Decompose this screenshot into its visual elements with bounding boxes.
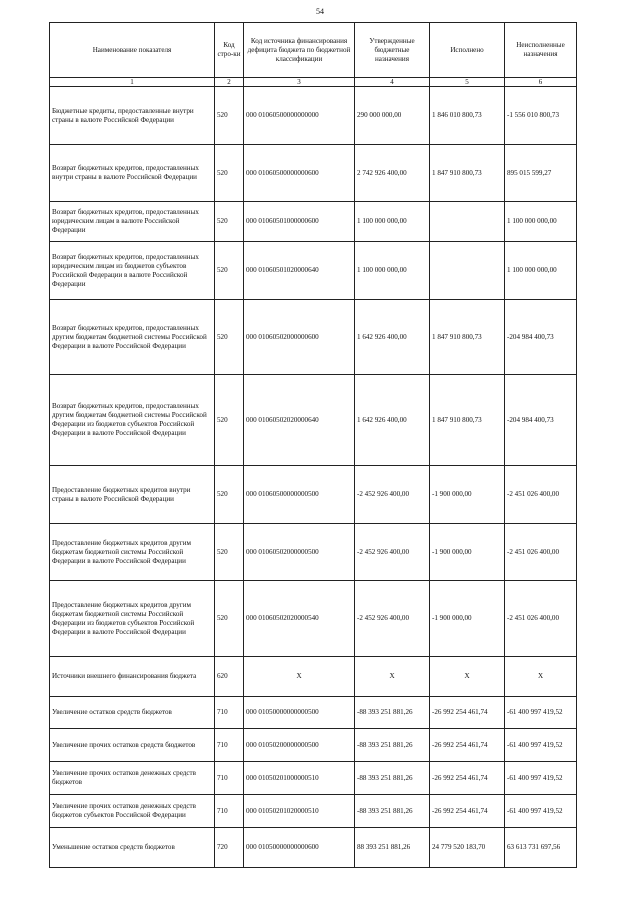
row-source-code: 000 01050200000000500 — [244, 729, 355, 762]
table-row — [50, 87, 577, 145]
row-name: Возврат бюджетных кредитов, предоставленных другим бюджетам бюджетной системы Российской Федерации в валюте Российской Федерации — [50, 300, 215, 375]
row-code: 520 — [215, 581, 244, 657]
column-number: 2 — [215, 78, 244, 87]
row-unexecuted: -61 400 997 419,52 — [505, 795, 577, 828]
row-approved: 1 100 000 000,00 — [355, 202, 430, 242]
page-number: 54 — [316, 7, 324, 16]
table-row — [50, 697, 577, 729]
row-source-code: 000 01060501020000640 — [244, 242, 355, 300]
row-approved: -2 452 926 400,00 — [355, 524, 430, 581]
row-code: 520 — [215, 300, 244, 375]
row-name: Увеличение прочих остатков средств бюджетов — [50, 729, 215, 762]
row-executed — [430, 242, 505, 300]
row-code: 520 — [215, 87, 244, 145]
row-unexecuted: -61 400 997 419,52 — [505, 729, 577, 762]
table-row — [50, 524, 577, 581]
row-code: 520 — [215, 524, 244, 581]
column-number: 1 — [50, 78, 215, 87]
row-code: 720 — [215, 828, 244, 868]
row-source-code: X — [244, 657, 355, 697]
table-row — [50, 375, 577, 466]
row-source-code: 000 01060501000000600 — [244, 202, 355, 242]
row-name: Возврат бюджетных кредитов, предоставленных юридическим лицам из бюджетов субъектов Российской Федерации в валюте Российской Федерации — [50, 242, 215, 300]
row-code: 620 — [215, 657, 244, 697]
row-name: Бюджетные кредиты, предоставленные внутри страны в валюте Российской Федерации — [50, 87, 215, 145]
column-number: 6 — [505, 78, 577, 87]
row-unexecuted: -1 556 010 800,73 — [505, 87, 577, 145]
row-source-code: 000 01060502000000600 — [244, 300, 355, 375]
column-number: 5 — [430, 78, 505, 87]
row-approved: 2 742 926 400,00 — [355, 145, 430, 202]
row-executed: X — [430, 657, 505, 697]
row-name: Увеличение прочих остатков денежных средств бюджетов субъектов Российской Федерации — [50, 795, 215, 828]
row-unexecuted: -61 400 997 419,52 — [505, 697, 577, 729]
header-approved: Утвержденные бюджетные назначения — [355, 23, 430, 78]
row-code: 710 — [215, 729, 244, 762]
row-source-code: 000 01050201000000510 — [244, 762, 355, 795]
table-row — [50, 729, 577, 762]
row-unexecuted: -2 451 026 400,00 — [505, 524, 577, 581]
row-source-code: 000 01060502020000540 — [244, 581, 355, 657]
table-row — [50, 762, 577, 795]
header-source-code: Код источника финансирования дефицита бюджета по бюджетной классификации — [244, 23, 355, 78]
column-numbers-row — [50, 78, 577, 87]
row-approved: 1 642 926 400,00 — [355, 300, 430, 375]
row-source-code: 000 01060500000000600 — [244, 145, 355, 202]
row-code: 520 — [215, 375, 244, 466]
row-unexecuted: 1 100 000 000,00 — [505, 202, 577, 242]
row-unexecuted: -61 400 997 419,52 — [505, 762, 577, 795]
row-source-code: 000 01060500000000500 — [244, 466, 355, 524]
table-row — [50, 300, 577, 375]
row-approved: -2 452 926 400,00 — [355, 581, 430, 657]
row-name: Возврат бюджетных кредитов, предоставленных юридическим лицам в валюте Российской Федерации — [50, 202, 215, 242]
row-unexecuted: 1 100 000 000,00 — [505, 242, 577, 300]
row-unexecuted: X — [505, 657, 577, 697]
row-approved: -88 393 251 881,26 — [355, 697, 430, 729]
row-executed: -26 992 254 461,74 — [430, 795, 505, 828]
row-approved: 88 393 251 881,26 — [355, 828, 430, 868]
header-indicator-name: Наименование показателя — [50, 23, 215, 78]
row-source-code: 000 01060502020000640 — [244, 375, 355, 466]
table-row — [50, 466, 577, 524]
row-executed: 24 779 520 183,70 — [430, 828, 505, 868]
row-approved: -88 393 251 881,26 — [355, 795, 430, 828]
header-line-code: Код стро-ки — [215, 23, 244, 78]
row-executed: -26 992 254 461,74 — [430, 697, 505, 729]
row-approved: -2 452 926 400,00 — [355, 466, 430, 524]
row-approved: 1 642 926 400,00 — [355, 375, 430, 466]
row-executed: -1 900 000,00 — [430, 466, 505, 524]
row-unexecuted: -2 451 026 400,00 — [505, 581, 577, 657]
table-row — [50, 145, 577, 202]
row-approved: 1 100 000 000,00 — [355, 242, 430, 300]
row-executed: -1 900 000,00 — [430, 524, 505, 581]
table-row — [50, 581, 577, 657]
budget-sources-table — [49, 22, 577, 868]
table-row — [50, 242, 577, 300]
row-source-code: 000 01050000000000500 — [244, 697, 355, 729]
row-name: Предоставление бюджетных кредитов другим бюджетам бюджетной системы Российской Федерации из бюджетов субъектов Российской Федерации в валюте Российской Федерации — [50, 581, 215, 657]
row-code: 520 — [215, 242, 244, 300]
row-name: Возврат бюджетных кредитов, предоставленных другим бюджетам бюджетной системы Российской Федерации из бюджетов субъектов Российской Федерации в валюте Российской Федерации — [50, 375, 215, 466]
row-name: Предоставление бюджетных кредитов другим бюджетам бюджетной системы Российской Федерации в валюте Российской Федерации — [50, 524, 215, 581]
row-code: 710 — [215, 795, 244, 828]
row-approved: -88 393 251 881,26 — [355, 762, 430, 795]
row-source-code: 000 01050201020000510 — [244, 795, 355, 828]
row-name: Возврат бюджетных кредитов, предоставленных внутри страны в валюте Российской Федерации — [50, 145, 215, 202]
row-code: 520 — [215, 466, 244, 524]
column-number: 4 — [355, 78, 430, 87]
header-unexecuted: Неисполненные назначения — [505, 23, 577, 78]
row-executed: -1 900 000,00 — [430, 581, 505, 657]
row-name: Источники внешнего финансирования бюджета — [50, 657, 215, 697]
row-approved: 290 000 000,00 — [355, 87, 430, 145]
table-row — [50, 828, 577, 868]
row-code: 710 — [215, 697, 244, 729]
header-executed: Исполнено — [430, 23, 505, 78]
row-executed: -26 992 254 461,74 — [430, 762, 505, 795]
row-source-code: 000 01060502000000500 — [244, 524, 355, 581]
row-executed: 1 847 910 800,73 — [430, 300, 505, 375]
table-row — [50, 202, 577, 242]
row-name: Увеличение прочих остатков денежных средств бюджетов — [50, 762, 215, 795]
row-unexecuted: 63 613 731 697,56 — [505, 828, 577, 868]
row-executed: 1 847 910 800,73 — [430, 375, 505, 466]
row-unexecuted: 895 015 599,27 — [505, 145, 577, 202]
row-source-code: 000 01060500000000000 — [244, 87, 355, 145]
row-approved: X — [355, 657, 430, 697]
row-approved: -88 393 251 881,26 — [355, 729, 430, 762]
row-executed: 1 846 010 800,73 — [430, 87, 505, 145]
row-executed — [430, 202, 505, 242]
row-executed: 1 847 910 800,73 — [430, 145, 505, 202]
row-unexecuted: -204 984 400,73 — [505, 375, 577, 466]
row-name: Предоставление бюджетных кредитов внутри страны в валюте Российской Федерации — [50, 466, 215, 524]
row-code: 520 — [215, 202, 244, 242]
table-row — [50, 795, 577, 828]
row-name: Увеличение остатков средств бюджетов — [50, 697, 215, 729]
row-name: Уменьшение остатков средств бюджетов — [50, 828, 215, 868]
row-code: 710 — [215, 762, 244, 795]
row-source-code: 000 01050000000000600 — [244, 828, 355, 868]
table-row — [50, 657, 577, 697]
row-unexecuted: -204 984 400,73 — [505, 300, 577, 375]
row-unexecuted: -2 451 026 400,00 — [505, 466, 577, 524]
column-number: 3 — [244, 78, 355, 87]
row-executed: -26 992 254 461,74 — [430, 729, 505, 762]
row-code: 520 — [215, 145, 244, 202]
